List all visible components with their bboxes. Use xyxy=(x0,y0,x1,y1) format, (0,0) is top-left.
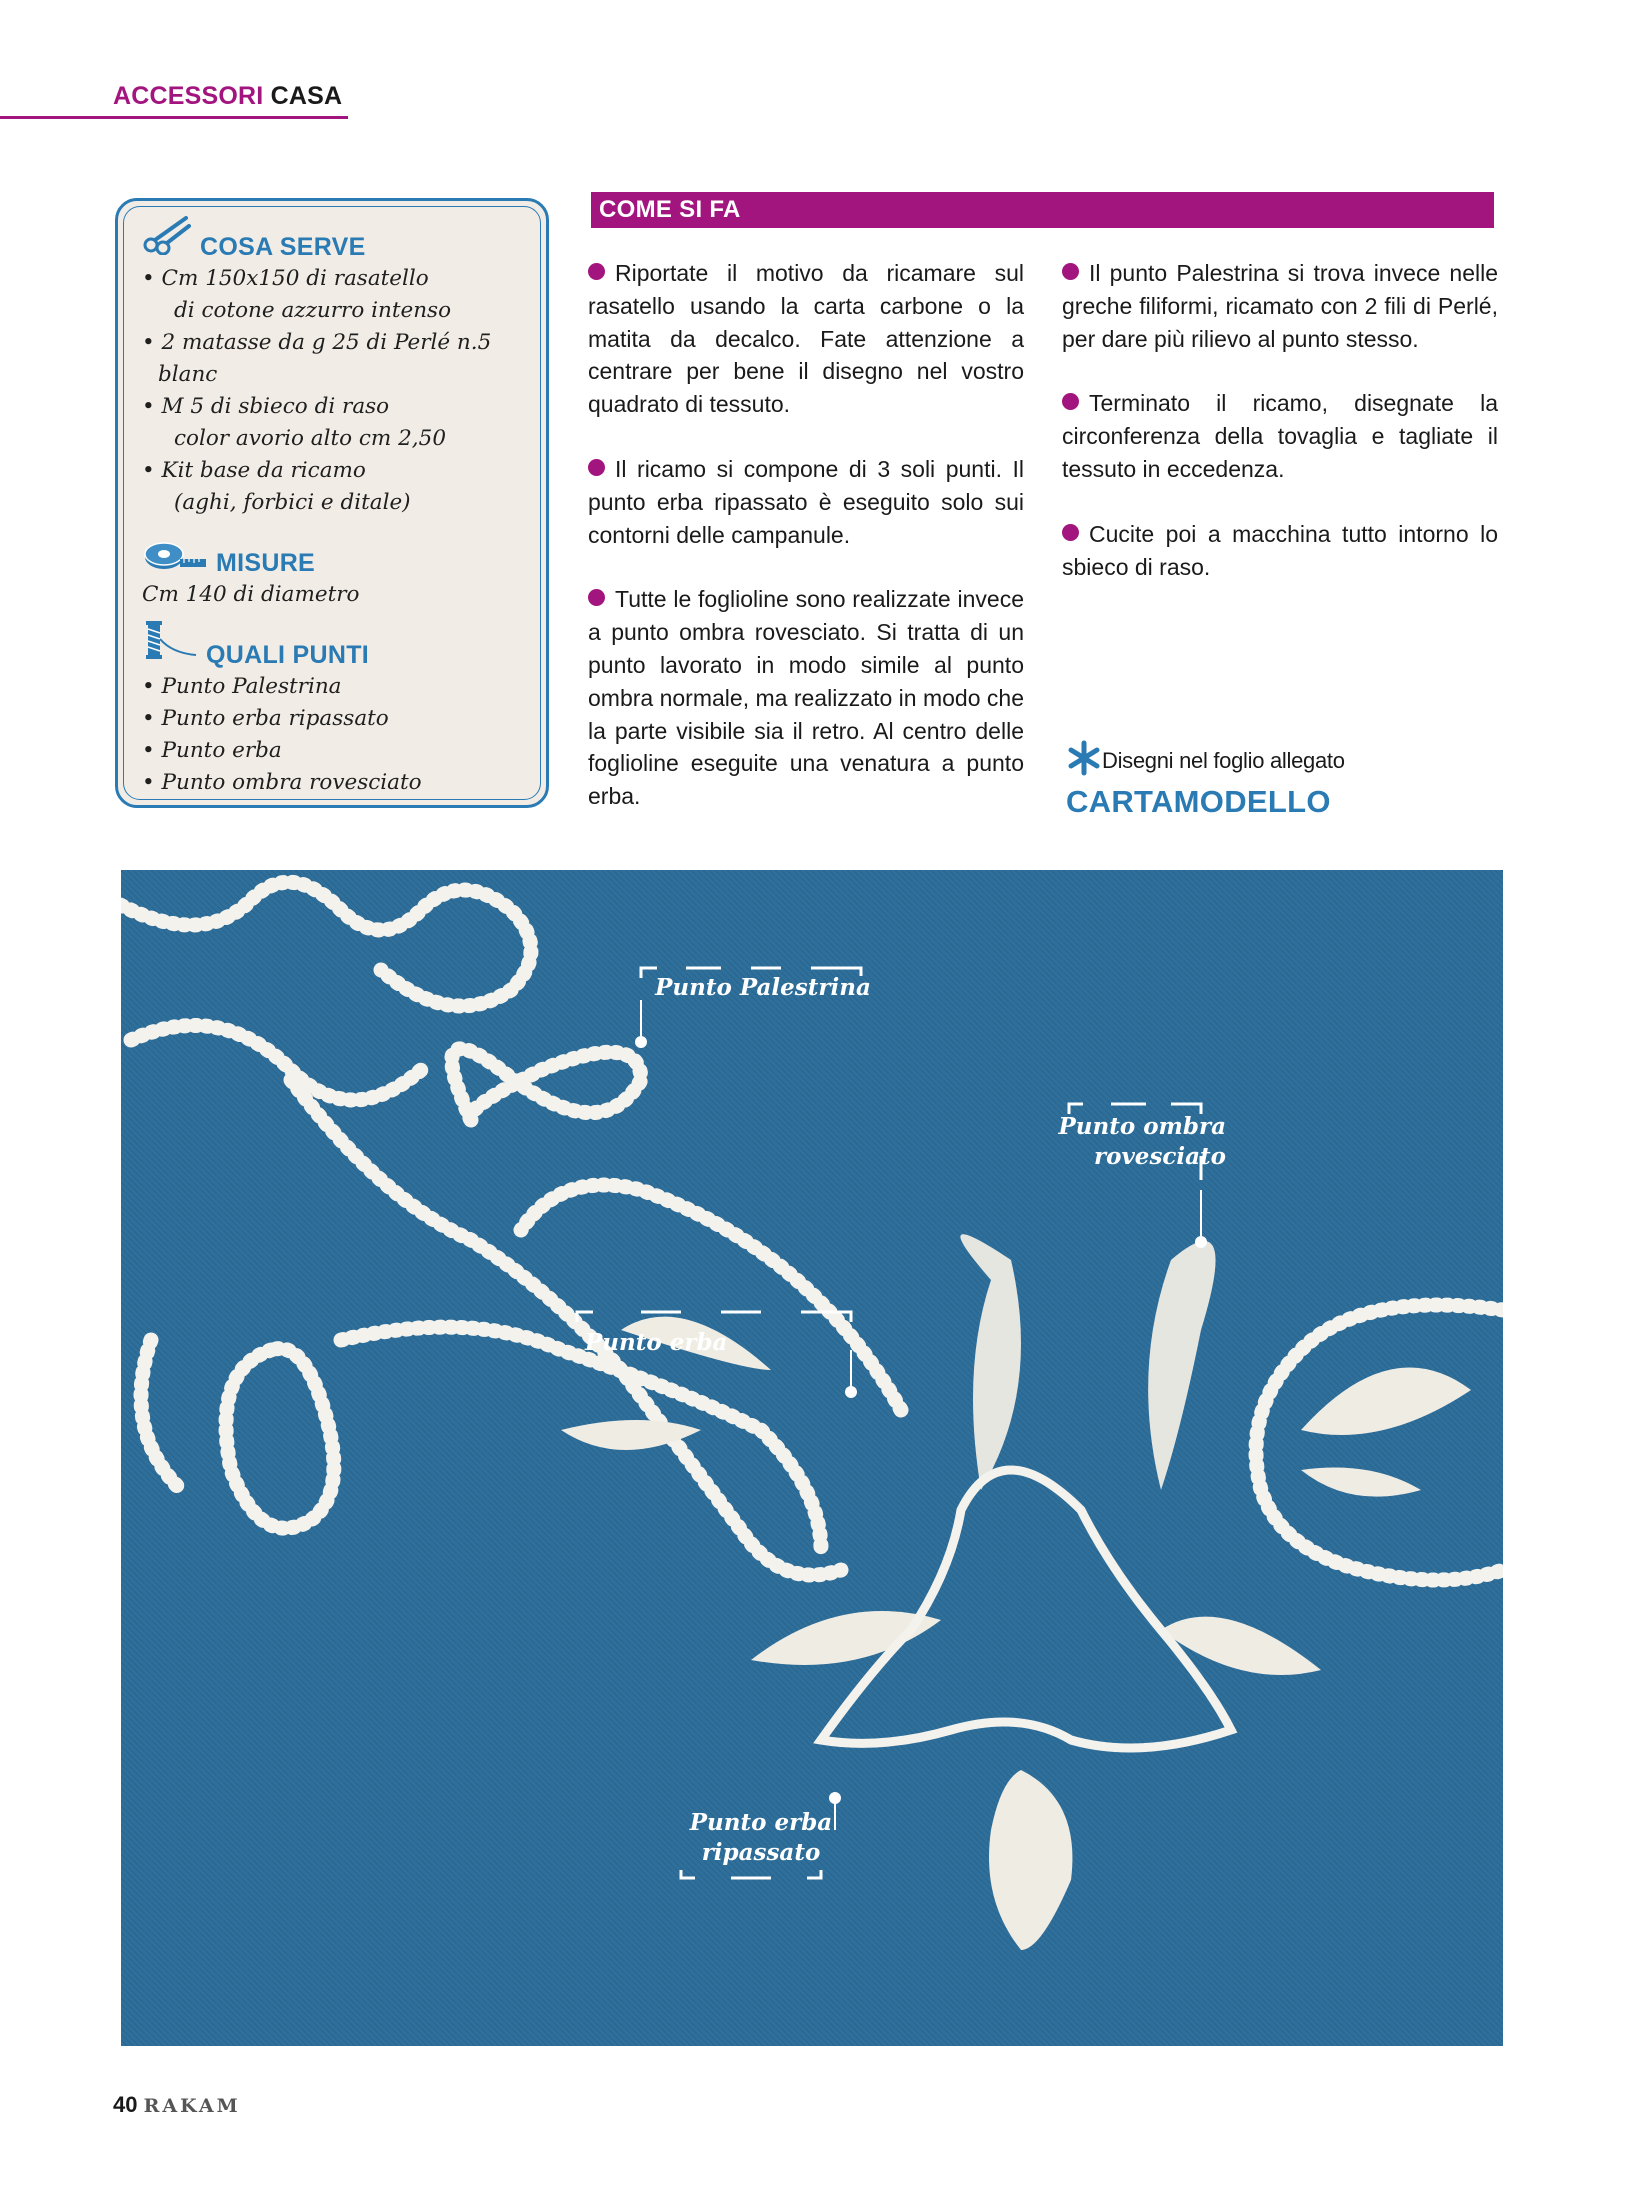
howto-paragraph: Cucite poi a macchina tutto intorno lo sbieco di raso. xyxy=(1062,520,1498,580)
howto-title-bar xyxy=(591,192,1494,228)
material-item-cont: di cotone azzurro intenso xyxy=(174,298,452,323)
materials-title xyxy=(142,225,524,263)
material-item-cont: color avorio alto cm 2,50 xyxy=(174,426,447,451)
materials-box-inner xyxy=(123,206,541,800)
material-item-cont: (aghi, forbici e ditale) xyxy=(174,490,411,515)
materials-box xyxy=(115,198,549,808)
howto-column-2 xyxy=(1062,257,1498,615)
stitches-title-text: QUALI PUNTI xyxy=(206,641,370,669)
howto-paragraph: Riportate il motivo da ricamare sul rasatello usando la carta carbone o la matita da decalco. Fate attenzione a centrare per bene il disegno nel vostro quadrato di tessuto. xyxy=(588,260,1024,418)
stitches-title xyxy=(142,633,524,671)
asterisk-icon xyxy=(1066,740,1102,782)
material-item: • Cm 150x150 di rasatello xyxy=(142,266,429,291)
embroidery-illustration xyxy=(121,870,1503,2046)
stitch-item: • Punto ombra rovesciato xyxy=(142,770,422,795)
section-header xyxy=(113,82,342,111)
measures-title-text: MISURE xyxy=(216,549,316,577)
howto-title: COME SI FA xyxy=(599,196,741,223)
bullet-dot-icon xyxy=(1062,524,1079,541)
bullet-dot-icon xyxy=(588,459,605,476)
label-punto-ombra: Punto ombra xyxy=(1058,1113,1226,1140)
material-item: • Kit base da ricamo xyxy=(142,458,366,483)
magazine-name: RAKAM xyxy=(143,2095,241,2117)
stitch-item: • Punto erba ripassato xyxy=(142,706,389,731)
howto-paragraph: Il ricamo si compone di 3 soli punti. Il punto erba ripassato è eseguito solo sui contorni delle campanule. xyxy=(588,455,1024,548)
label-punto-erba-ripassato: Punto erba xyxy=(689,1809,833,1836)
thread-spool-icon xyxy=(142,619,198,671)
page-number: 40 xyxy=(113,2092,138,2117)
label-ripassato: ripassato xyxy=(701,1839,821,1866)
header-rule xyxy=(0,116,348,119)
bullet-dot-icon xyxy=(1062,263,1079,280)
bullet-dot-icon xyxy=(1062,393,1079,410)
bullet-dot-icon xyxy=(588,589,605,606)
label-rovesciato: rovesciato xyxy=(1093,1143,1226,1170)
howto-paragraph: Tutte le foglioline sono realizzate invece a punto ombra rovesciato. Si tratta di un punto lavorato in modo simile al punto ombra normale, ma realizzato in modo che la parte visibile sia il retro. Al centro delle foglioline eseguite una venatura a punto erba. xyxy=(588,586,1024,810)
pattern-note-text: Disegni nel foglio allegato xyxy=(1102,748,1345,773)
howto-paragraph: Terminato il ricamo, disegnate la circonferenza della tovaglia e tagliate il tessuto in eccedenza. xyxy=(1062,390,1498,482)
label-punto-palestrina: Punto Palestrina xyxy=(655,974,871,1001)
material-item: • M 5 di sbieco di raso xyxy=(142,394,390,419)
scissors-icon xyxy=(142,215,192,263)
embroidery-photo xyxy=(121,870,1503,2046)
bullet-dot-icon xyxy=(588,263,605,280)
label-punto-erba: Punto erba xyxy=(585,1329,728,1356)
stitch-item: • Punto erba xyxy=(142,738,282,763)
materials-title-text: COSA SERVE xyxy=(200,233,366,261)
page-footer xyxy=(113,2092,241,2118)
howto-paragraph: Il punto Palestrina si trova invece nelle greche filiformi, ricamato con 2 fili di Perlé, per dare più rilievo al punto stesso. xyxy=(1062,260,1498,352)
section-name: ACCESSORI xyxy=(113,82,264,110)
measures-title xyxy=(142,541,524,579)
tape-measure-icon xyxy=(142,537,208,579)
pattern-title: CARTAMODELLO xyxy=(1066,784,1331,819)
material-item: • 2 matasse da g 25 di Perlé n.5 blanc xyxy=(142,330,492,387)
stitch-item: • Punto Palestrina xyxy=(142,674,342,699)
pattern-note xyxy=(1066,740,1345,820)
measures-value: Cm 140 di diametro xyxy=(142,582,360,607)
howto-column-1 xyxy=(588,257,1024,845)
subsection-name: CASA xyxy=(270,82,343,110)
